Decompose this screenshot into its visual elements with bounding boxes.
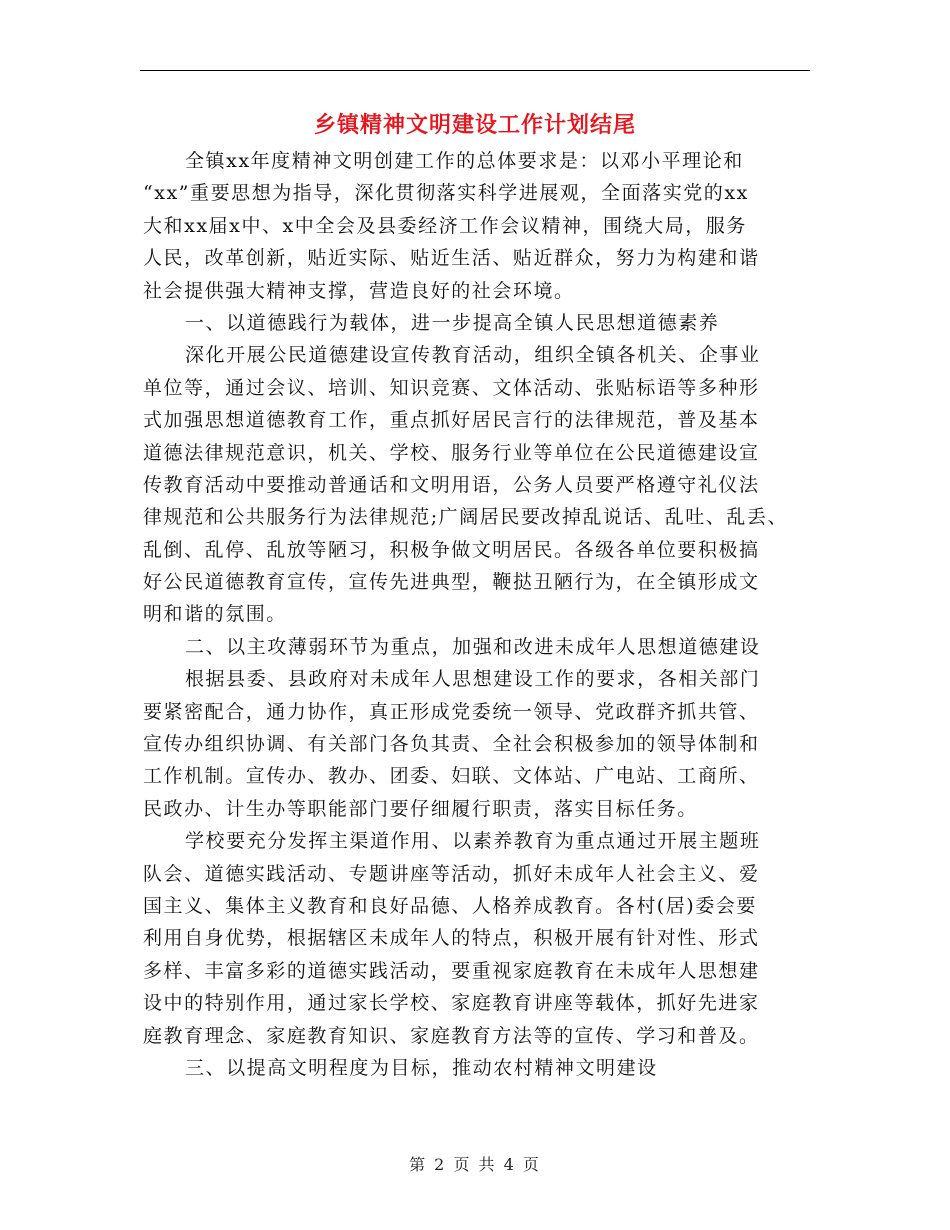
text-line: 宣传办组织协调、有关部门各负其责、全社会积极参加的领导体制和 — [143, 733, 760, 756]
text-line: 队会、道德实践活动、专题讲座等活动，抓好未成年人社会主义、爱 — [143, 862, 760, 885]
section-heading: 二、以主攻薄弱环节为重点，加强和改进未成年人思想道德建设 — [185, 635, 761, 658]
text-line: 人民，改革创新，贴近实际、贴近生活、贴近群众，努力为构建和谐 — [143, 247, 760, 270]
document-title: 乡镇精神文明建设工作计划结尾 — [313, 113, 636, 138]
text-line: 道德法律规范意识，机关、学校、服务行业等单位在公民道德建设宣 — [143, 441, 760, 464]
text-line: 根据县委、县政府对未成年人思想建设工作的要求，各相关部门 — [185, 668, 761, 691]
text-line: 庭教育理念、家庭教育知识、家庭教育方法等的宣传、学习和普及。 — [143, 1024, 760, 1047]
text-line: 深化开展公民道德建设宣传教育活动，组织全镇各机关、企事业 — [185, 344, 761, 367]
text-line: 设中的特别作用，通过家长学校、家庭教育讲座等载体，抓好先进家 — [143, 992, 760, 1015]
text-line: 全镇xx年度精神文明创建工作的总体要求是：以邓小平理论和 — [185, 150, 744, 172]
section-heading: 一、以道德践行为载体，进一步提高全镇人民思想道德素养 — [185, 311, 720, 334]
text-line: 式加强思想道德教育工作，重点抓好居民言行的法律规范，普及基本 — [143, 409, 760, 432]
text-line: 单位等，通过会议、培训、知识竞赛、文体活动、张贴标语等多种形 — [143, 376, 760, 399]
text-line: 乱倒、乱停、乱放等陋习，积极争做文明居民。各级各单位要积极搞 — [143, 538, 760, 561]
document-body — [143, 145, 813, 1084]
text-line: 社会提供强大精神支撑，营造良好的社会环境。 — [143, 279, 575, 302]
text-line: 工作机制。宣传办、教办、团委、妇联、文体站、广电站、工商所、 — [143, 765, 760, 788]
text-line: 民政办、计生办等职能部门要仔细履行职责，落实目标任务。 — [143, 797, 698, 820]
text-line: 明和谐的氛围。 — [143, 603, 287, 626]
section-heading: 三、以提高文明程度为目标，推动农村精神文明建设 — [185, 1056, 658, 1079]
page-footer: 第 2 页 共 4 页 — [409, 1155, 541, 1174]
text-line: 好公民道德教育宣传，宣传先进典型，鞭挞丑陋行为，在全镇形成文 — [143, 571, 760, 594]
text-line: 传教育活动中要推动普通话和文明用语，公务人员要严格遵守礼仪法 — [143, 473, 760, 496]
text-line: 律规范和公共服务行为法律规范;广阔居民要改掉乱说话、乱吐、乱丢、 — [143, 506, 789, 529]
text-line: 利用自身优势，根据辖区未成年人的特点，积极开展有针对性、形式 — [143, 927, 760, 950]
text-line: 要紧密配合，通力协作，真正形成党委统一领导、党政群齐抓共管、 — [143, 700, 760, 723]
text-line: 学校要充分发挥主渠道作用、以素养教育为重点通过开展主题班 — [185, 830, 761, 853]
text-line: 国主义、集体主义教育和良好品德、人格养成教育。各村(居)委会要 — [143, 894, 757, 917]
text-line: 多样、丰富多彩的道德实践活动，要重视家庭教育在未成年人思想建 — [143, 959, 760, 982]
text-line: “xx”重要思想为指导，深化贯彻落实科学进展观，全面落实党的xx — [143, 182, 749, 205]
header-rule — [140, 70, 810, 71]
text-line: 大和xx届x中、x中全会及县委经济工作会议精神，围绕大局，服务 — [143, 214, 747, 237]
